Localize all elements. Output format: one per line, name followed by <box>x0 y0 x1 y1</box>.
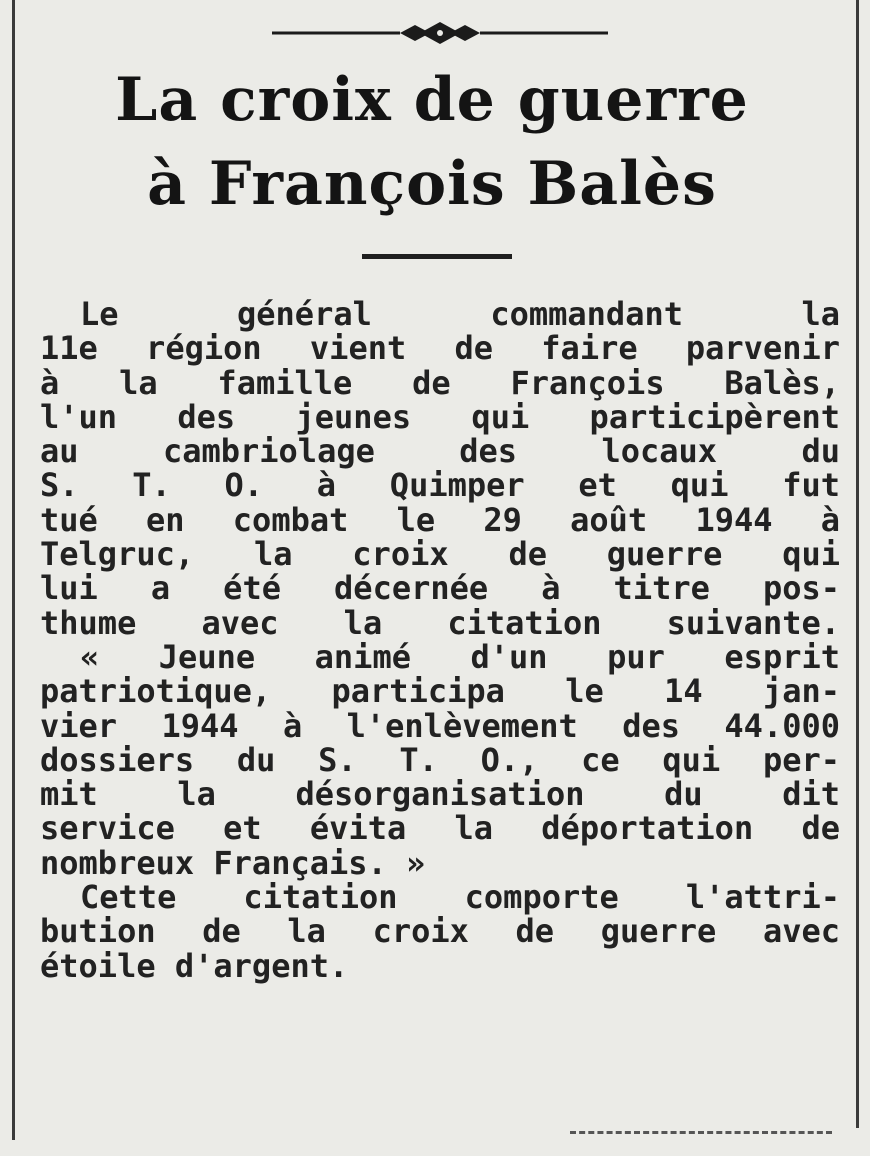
headline <box>22 58 842 226</box>
text-line: à la famille de François Balès, <box>40 363 840 402</box>
text-line: nombreux Français. » <box>40 843 426 882</box>
text-line: « Jeune animé d'un pur esprit <box>80 637 840 676</box>
ornament-divider <box>270 18 610 48</box>
column-rule-bottom <box>570 1131 832 1134</box>
text-line: Le général commandant la <box>80 295 840 333</box>
text-line: Cette citation comporte l'attri- <box>80 878 840 917</box>
text-line: lui a été décernée à titre pos- <box>40 569 840 608</box>
text-line: thume avec la citation suivante. <box>40 603 840 642</box>
text-line: S. T. O. à Quimper et qui fut <box>40 466 840 505</box>
paragraph-citation <box>40 637 840 882</box>
text-line: Telgruc, la croix de guerre qui <box>40 535 840 574</box>
text-line: bution de la croix de guerre avec <box>40 912 840 951</box>
text-line: l'un des jeunes qui participèrent <box>40 397 840 436</box>
text-line: 11e région vient de faire parvenir <box>40 329 840 368</box>
text-line: service et évita la déportation de <box>40 809 840 848</box>
headline-line-2: à François Balès <box>147 149 717 219</box>
text-line: vier 1944 à l'enlèvement des 44.000 <box>40 706 840 745</box>
text-line: tué en combat le 29 août 1944 à <box>40 500 840 539</box>
text-line: dossiers du S. T. O., ce qui per- <box>40 740 840 779</box>
text-line: patriotique, participa le 14 jan- <box>40 672 840 711</box>
text-line: au cambriolage des locaux du <box>40 432 840 471</box>
column-rule-left <box>12 0 15 1140</box>
text-line: mit la désorganisation du dit <box>40 775 840 814</box>
text-line: étoile d'argent. <box>40 946 349 985</box>
title-rule <box>362 254 512 259</box>
paragraph-announcement <box>40 297 840 640</box>
article-body <box>40 297 840 983</box>
column-rule-right <box>856 0 859 1128</box>
headline-line-1: La croix de guerre <box>115 65 749 135</box>
paragraph-attribution <box>40 880 840 983</box>
